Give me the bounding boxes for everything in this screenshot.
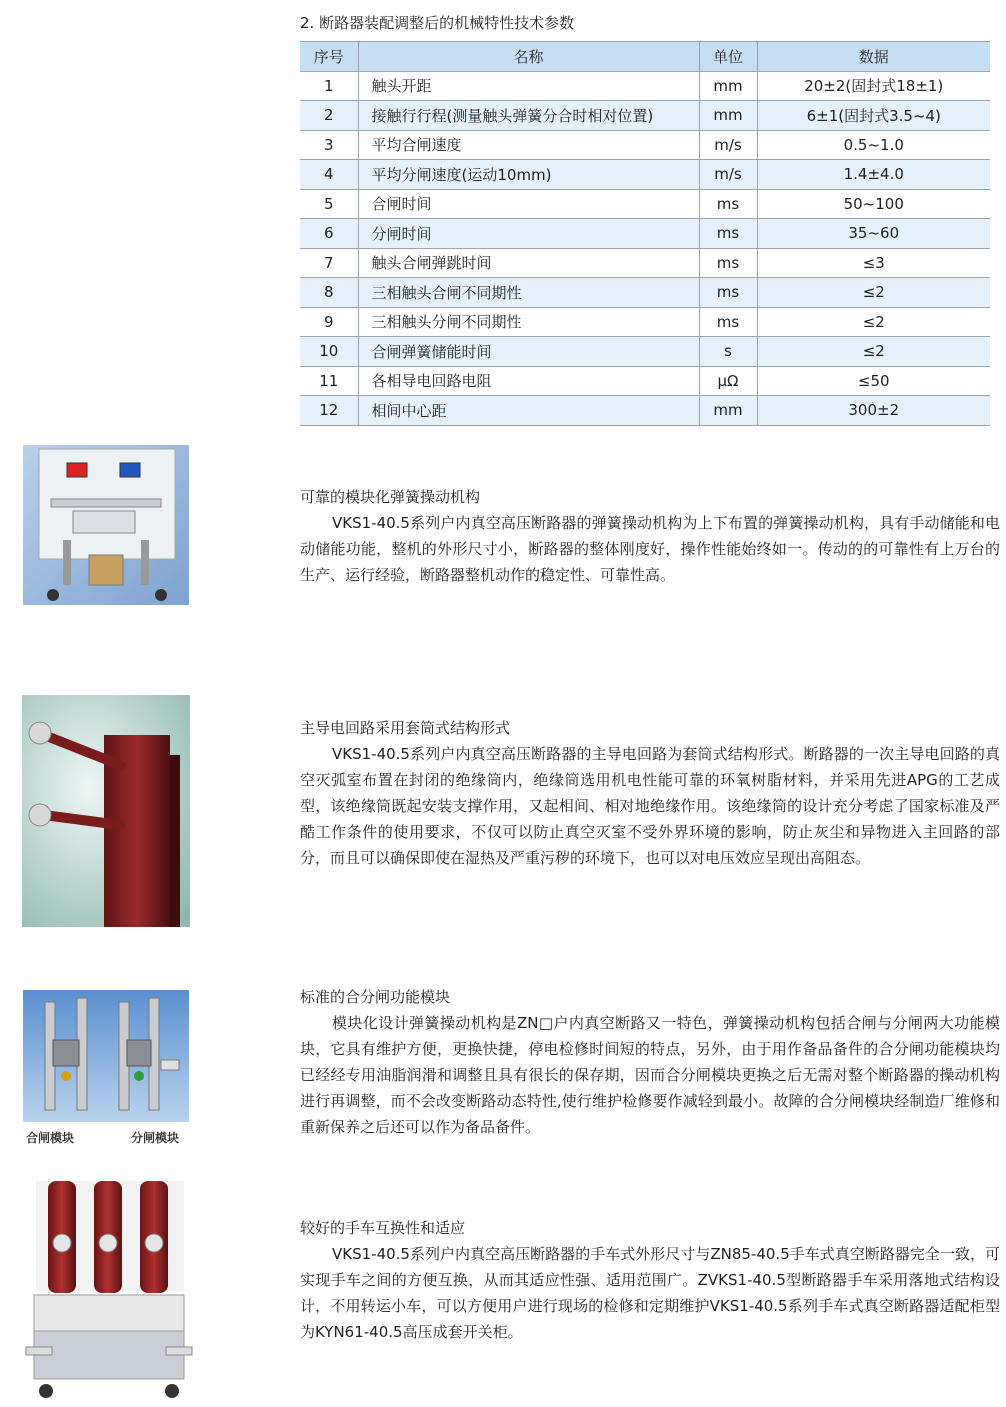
header-name: 名称 (358, 42, 699, 72)
header-data: 数据 (757, 42, 990, 72)
cell-name: 分闸时间 (358, 219, 699, 249)
table-row (300, 71, 990, 101)
section-title: 标准的合分闸功能模块 (300, 988, 451, 1006)
spring-mechanism-photo (23, 445, 189, 605)
cell-no: 9 (300, 307, 358, 337)
cell-unit: mm (699, 101, 757, 131)
cell-data: ≤2 (757, 307, 990, 337)
cell-unit: ms (699, 278, 757, 308)
spec-table (300, 41, 990, 426)
withdrawable-truck-photo (24, 1177, 194, 1402)
cell-name: 触头开距 (358, 71, 699, 101)
cell-unit: ms (699, 307, 757, 337)
header-no: 序号 (300, 42, 358, 72)
cell-data: ≤2 (757, 337, 990, 367)
cell-no: 10 (300, 337, 358, 367)
open-module-caption: 分闸模块 (131, 1131, 180, 1145)
cell-unit: ms (699, 189, 757, 219)
cell-no: 2 (300, 101, 358, 131)
cell-data: 300±2 (757, 396, 990, 426)
table-header-row (300, 42, 990, 72)
cell-data: 20±2(固封式18±1) (757, 71, 990, 101)
section-title: 较好的手车互换性和适应 (300, 1219, 466, 1237)
cell-no: 6 (300, 219, 358, 249)
modules-photo (23, 990, 189, 1122)
cell-name: 三相触头分闸不同期性 (358, 307, 699, 337)
cell-no: 8 (300, 278, 358, 308)
cell-unit: m/s (699, 160, 757, 190)
cell-name: 三相触头合闸不同期性 (358, 278, 699, 308)
cell-data: 0.5~1.0 (757, 130, 990, 160)
section-body: VKS1-40.5系列户内真空高压断路器的弹簧操动机构为上下布置的弹簧操动机构，具有手动储能和电动储能功能，整机的外形尺寸小，断路器的整体刚度好，操作性能始终如一。传动的的可靠性有上万台的生产、运行经验，断路器整机动作的稳定性、可靠性高。 (300, 514, 1000, 584)
cell-name: 平均合闸速度 (358, 130, 699, 160)
cell-data: 1.4±4.0 (757, 160, 990, 190)
cell-data: ≤2 (757, 278, 990, 308)
cell-data: 35~60 (757, 219, 990, 249)
table-row (300, 396, 990, 426)
cell-name: 合闸弹簧储能时间 (358, 337, 699, 367)
table-row (300, 219, 990, 249)
cell-unit: μΩ (699, 366, 757, 396)
cell-data: ≤50 (757, 366, 990, 396)
cell-name: 合闸时间 (358, 189, 699, 219)
section-body: VKS1-40.5系列户内真空高压断路器的主导电回路为套筒式结构形式。断路器的一次主导电回路的真空灭弧室布置在封闭的绝缘筒内，绝缘筒选用机电性能可靠的环氧树脂材料，并采用先进APG的工艺成型，该绝缘筒既起安装支撑作用，又起相间、相对地绝缘作用。该绝缘筒的设计充分考虑了国家标准及严酷工作条件的使用要求，不仅可以防止真空灭室不受外界环境的影响，防止灰尘和异物进入主回路的部分，而且可以确保即使在湿热及严重污秽的环境下，也可以对电压效应呈现出高阻态。 (300, 745, 1000, 867)
cell-no: 5 (300, 189, 358, 219)
cell-unit: s (699, 337, 757, 367)
cell-unit: mm (699, 396, 757, 426)
table-title: 2. 断路器装配调整后的机械特性技术参数 (300, 14, 575, 32)
table-row (300, 160, 990, 190)
section-spring-mechanism (300, 484, 1000, 588)
cell-name: 各相导电回路电阻 (358, 366, 699, 396)
section-title: 可靠的模块化弹簧操动机构 (300, 488, 481, 506)
cell-unit: mm (699, 71, 757, 101)
cell-no: 7 (300, 248, 358, 278)
cell-name: 接触行行程(测量触头弹簧分合时相对位置) (358, 101, 699, 131)
cell-no: 4 (300, 160, 358, 190)
cell-unit: m/s (699, 130, 757, 160)
cell-name: 触头合闸弹跳时间 (358, 248, 699, 278)
cell-no: 12 (300, 396, 358, 426)
cell-unit: ms (699, 248, 757, 278)
insulating-cylinder-photo (22, 695, 190, 927)
table-row (300, 189, 990, 219)
cell-unit: ms (699, 219, 757, 249)
close-module-caption: 合闸模块 (26, 1131, 75, 1145)
section-title: 主导电回路采用套筒式结构形式 (300, 719, 511, 737)
section-function-modules (300, 984, 1000, 1140)
cell-no: 3 (300, 130, 358, 160)
cell-name: 相间中心距 (358, 396, 699, 426)
table-row (300, 130, 990, 160)
header-unit: 单位 (699, 42, 757, 72)
cell-name: 平均分闸速度(运动10mm) (358, 160, 699, 190)
cell-data: 50~100 (757, 189, 990, 219)
cell-no: 1 (300, 71, 358, 101)
table-row (300, 248, 990, 278)
cell-data: 6±1(固封式3.5~4) (757, 101, 990, 131)
table-row (300, 278, 990, 308)
table-row (300, 101, 990, 131)
section-truck-interchange (300, 1215, 1000, 1345)
table-row (300, 337, 990, 367)
cell-data: ≤3 (757, 248, 990, 278)
table-row (300, 366, 990, 396)
section-body: 模块化设计弹簧操动机构是ZN□户内真空断路又一特色，弹簧操动机构包括合闸与分闸两大功能模块，它具有维护方便，更换快捷，停电检修时间短的特点，另外，由于用作备品备件的合分闸功能模块均已经经专用油脂润滑和调整且具有很长的保存期，因而合分闸模块更换之后无需对整个断路器的操动机构进行再调整，而不会改变断路动态特性,使行维护检修要作减轻到最小。故障的合分闸模块经制造厂维修和重新保养之后还可以作为备品备件。 (300, 1014, 1000, 1136)
cell-no: 11 (300, 366, 358, 396)
section-main-circuit (300, 715, 1000, 871)
section-body: VKS1-40.5系列户内真空高压断路器的手车式外形尺寸与ZN85-40.5手车式真空断路器完全一致，可实现手车之间的方便互换，从而其适应性强、适用范围广。ZVKS1-40.5型断路器手车采用落地式结构设计，不用转运小车，可以方便用户进行现场的检修和定期维护VKS1-40.5系列手车式真空断路器适配柜型为KYN61-40.5高压成套开关柜。 (300, 1245, 1000, 1341)
table-row (300, 307, 990, 337)
